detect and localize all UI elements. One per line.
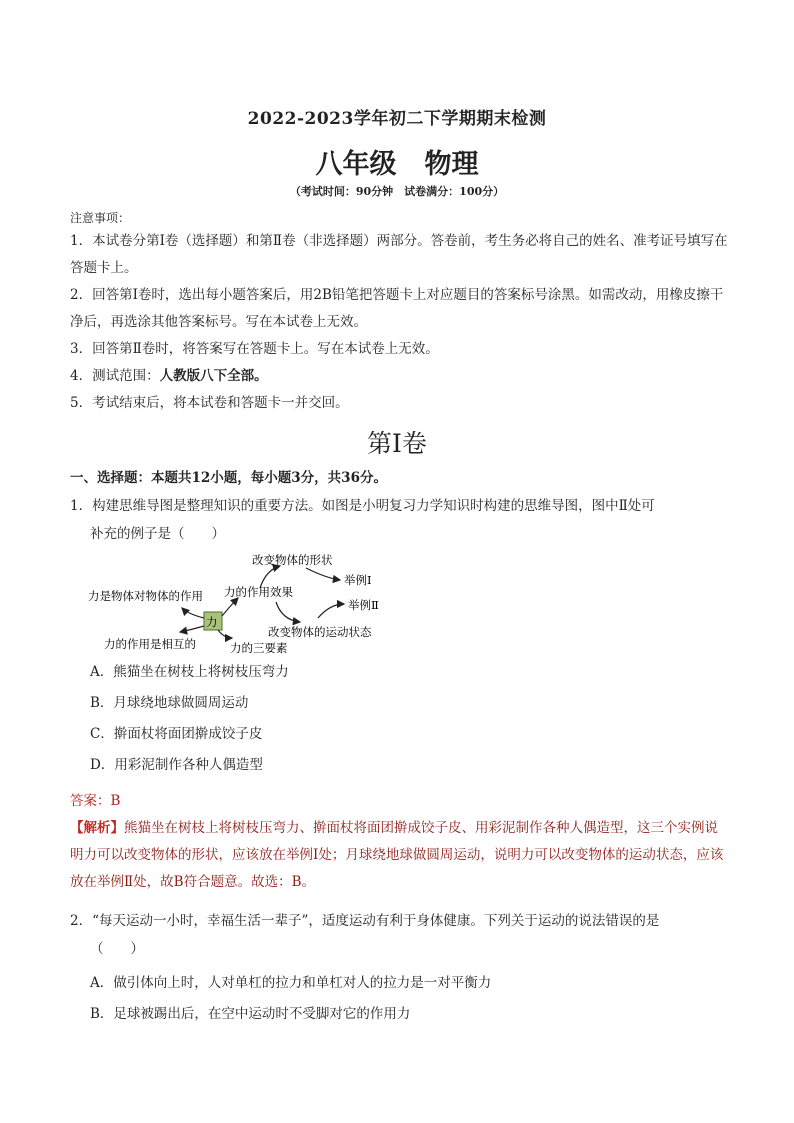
note-item-4-label: 4．测试范围：	[70, 368, 160, 384]
node-change-motion: 改变物体的运动状态	[268, 625, 372, 639]
question-1-stem	[70, 492, 730, 548]
node-force-effect: 力的作用效果	[224, 585, 293, 599]
exam-title: 2022-2023学年初二下学期期末检测	[247, 109, 547, 129]
note-item-4-scope: 人教版八下全部。	[159, 368, 268, 384]
exam-info: （考试时间：90分钟 试卷满分：100分）	[289, 185, 505, 198]
q1-option-a: A．熊猫坐在树枝上将树枝压弯力	[90, 664, 289, 680]
question-1-line-1: 1．构建思维导图是整理知识的重要方法。如图是小明复习力学知识时构建的思维导图，图中Ⅱ处可	[70, 498, 655, 514]
question-1-line-2: 补充的例子是（ ）	[90, 526, 225, 542]
question-2-options	[70, 968, 730, 1030]
q1-analysis	[70, 815, 730, 896]
arrow-to-ex1	[306, 568, 340, 580]
section-title: 第Ⅰ卷	[367, 429, 427, 458]
node-force-is-mutual: 力的作用是相互的	[104, 637, 196, 651]
analysis-tag: 【解析】	[70, 820, 124, 836]
node-three-elements: 力的三要素	[230, 641, 288, 655]
note-item-3: 3．回答第Ⅱ卷时，将答案写在答题卡上。写在本试卷上无效。	[70, 341, 439, 357]
node-example-2: 举例Ⅱ	[348, 598, 379, 612]
question-2-line-2: （ ）	[90, 941, 144, 957]
arrow-to-left	[182, 608, 204, 618]
q1-option-c: C．擀面杖将面团擀成饺子皮	[90, 726, 263, 742]
node-force-is-interaction: 力是物体对物体的作用	[88, 589, 203, 603]
arrow-to-ex2	[318, 604, 344, 618]
arrow-to-bottom-left	[180, 626, 204, 632]
grade-label: 八年级	[315, 149, 397, 180]
question-1-options	[70, 657, 730, 781]
node-example-1: 举例Ⅰ	[344, 573, 372, 587]
notes-heading: 注意事项：	[70, 211, 131, 225]
arrow-to-effect	[222, 598, 238, 616]
q1-option-d: D．用彩泥制作各种人偶造型	[90, 757, 263, 773]
q1-option-b: B．月球绕地球做圆周运动	[90, 695, 249, 711]
arrow-to-bottom	[218, 630, 232, 638]
section-heading: 一、选择题：本题共12小题，每小题3分，共36分。	[70, 470, 387, 486]
arrow-to-motion	[276, 602, 300, 622]
mind-map-svg	[86, 548, 406, 660]
question-2-line-1: 2．“每天运动一小时，幸福生活一辈子”，适度运动有利于身体健康。下列关于运动的说法错误的是	[70, 913, 660, 929]
node-change-shape: 改变物体的形状	[252, 553, 333, 567]
center-node-label: 力	[206, 615, 218, 629]
q2-option-b: B．足球被踢出后，在空中运动时不受脚对它的作用力	[90, 1006, 411, 1022]
analysis-text: 熊猫坐在树枝上将树枝压弯力、擀面杖将面团擀成饺子皮、用彩泥制作各种人偶造型，这三个实例说明力可以改变物体的形状，应该放在举例Ⅰ处；月球绕地球做圆周运动，说明力可以改变物体的运动状态，应该放在举例Ⅱ处，故B符合题意。故选：B。	[70, 820, 724, 890]
question-2-stem	[70, 907, 730, 963]
q2-option-a: A．做引体向上时，人对单杠的拉力和单杠对人的拉力是一对平衡力	[90, 975, 492, 991]
subject-label: 物理	[424, 149, 479, 180]
note-item-5: 5．考试结束后，将本试卷和答题卡一并交回。	[70, 395, 349, 411]
note-item-4	[70, 363, 730, 390]
mind-map-diagram	[86, 548, 406, 660]
note-item-2: 2．回答第Ⅰ卷时，选出每小题答案后，用2B铅笔把答题卡上对应题目的答案标号涂黑。如需改动，用橡皮擦干净后，再选涂其他答案标号。写在本试卷上无效。	[70, 287, 724, 330]
q1-answer: 答案：B	[70, 793, 121, 809]
notes-section	[70, 208, 730, 417]
note-item-1: 1．本试卷分第Ⅰ卷（选择题）和第Ⅱ卷（非选择题）两部分。答卷前，考生务必将自己的姓名、准考证号填写在答题卡上。	[70, 233, 728, 276]
grade-subject-heading	[0, 142, 794, 181]
